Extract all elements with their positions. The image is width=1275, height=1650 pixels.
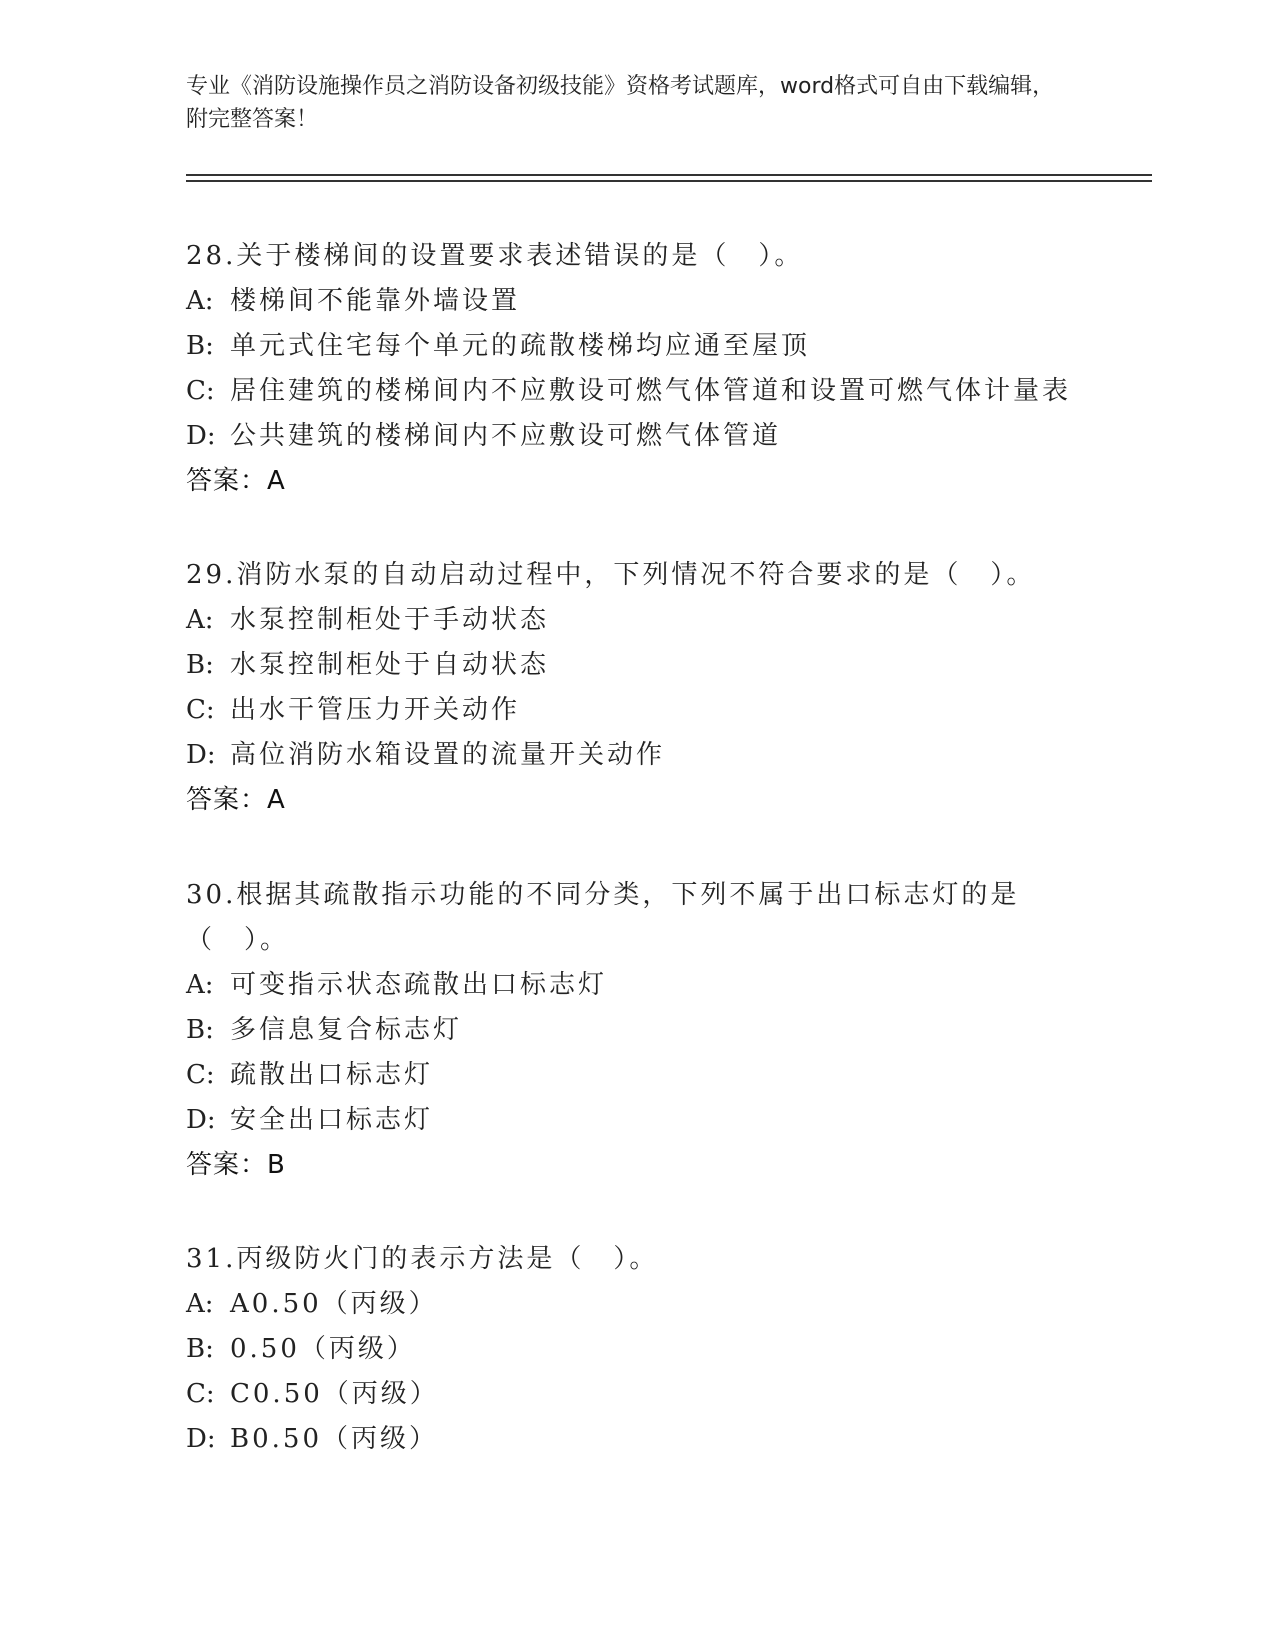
option-text: C0.50（丙级） bbox=[230, 1379, 439, 1409]
document-intro: 专业《消防设施操作员之消防设备初级技能》资格考试题库，word格式可自由下载编辑，附完整答案！ bbox=[186, 74, 1055, 132]
option-key: A: bbox=[186, 970, 214, 1000]
question-29 bbox=[186, 553, 1086, 823]
question-stem: 28.关于楼梯间的设置要求表述错误的是（ ）。 bbox=[186, 241, 804, 271]
answer-line: 答案：A bbox=[186, 466, 286, 496]
option-c bbox=[186, 369, 1086, 414]
option-a bbox=[186, 1282, 1086, 1327]
question-31 bbox=[186, 1237, 1086, 1462]
option-c bbox=[186, 1372, 1086, 1417]
option-d bbox=[186, 1417, 1086, 1462]
option-b bbox=[186, 643, 1086, 688]
option-c bbox=[186, 1053, 1086, 1098]
option-key: C: bbox=[186, 376, 215, 406]
option-key: D: bbox=[186, 1424, 216, 1454]
option-b bbox=[186, 1008, 1086, 1053]
option-a bbox=[186, 279, 1086, 324]
option-b bbox=[186, 324, 1086, 369]
option-text: 水泵控制柜处于手动状态 bbox=[230, 605, 550, 635]
option-key: C: bbox=[186, 695, 215, 725]
option-key: A: bbox=[186, 1289, 214, 1319]
answer-line: 答案：A bbox=[186, 785, 286, 815]
option-text: A0.50（丙级） bbox=[230, 1289, 438, 1319]
option-text: 单元式住宅每个单元的疏散楼梯均应通至屋顶 bbox=[230, 331, 811, 361]
question-stem: 31.丙级防火门的表示方法是（ ）。 bbox=[186, 1244, 659, 1274]
option-text: 公共建筑的楼梯间内不应敷设可燃气体管道 bbox=[230, 421, 782, 451]
option-text: 0.50（丙级） bbox=[230, 1334, 416, 1364]
header-divider-top bbox=[186, 174, 1152, 176]
option-text: B0.50（丙级） bbox=[230, 1424, 438, 1454]
option-d bbox=[186, 733, 1086, 778]
option-key: D: bbox=[186, 740, 216, 770]
option-text: 水泵控制柜处于自动状态 bbox=[230, 650, 550, 680]
option-key: B: bbox=[186, 1334, 214, 1364]
option-text: 出水干管压力开关动作 bbox=[230, 695, 521, 725]
option-text: 居住建筑的楼梯间内不应敷设可燃气体管道和设置可燃气体计量表 bbox=[230, 376, 1072, 406]
option-key: B: bbox=[186, 331, 214, 361]
question-30 bbox=[186, 873, 1086, 1188]
option-key: D: bbox=[186, 1105, 216, 1135]
option-key: A: bbox=[186, 286, 214, 316]
option-key: B: bbox=[186, 1015, 214, 1045]
option-key: C: bbox=[186, 1379, 215, 1409]
header-divider-bottom bbox=[186, 180, 1152, 182]
option-key: A: bbox=[186, 605, 214, 635]
option-key: C: bbox=[186, 1060, 215, 1090]
option-b bbox=[186, 1327, 1086, 1372]
question-stem: 30.根据其疏散指示功能的不同分类，下列不属于出口标志灯的是（ ）。 bbox=[186, 880, 1020, 955]
option-a bbox=[186, 963, 1086, 1008]
question-28 bbox=[186, 234, 1086, 504]
question-stem: 29.消防水泵的自动启动过程中，下列情况不符合要求的是（ ）。 bbox=[186, 560, 1036, 590]
option-key: B: bbox=[186, 650, 214, 680]
option-text: 多信息复合标志灯 bbox=[230, 1015, 463, 1045]
option-text: 可变指示状态疏散出口标志灯 bbox=[230, 970, 608, 1000]
answer-line: 答案：B bbox=[186, 1150, 286, 1180]
option-text: 安全出口标志灯 bbox=[230, 1105, 434, 1135]
option-c bbox=[186, 688, 1086, 733]
option-key: D: bbox=[186, 421, 216, 451]
option-d bbox=[186, 1098, 1086, 1143]
option-a bbox=[186, 598, 1086, 643]
option-text: 楼梯间不能靠外墙设置 bbox=[230, 286, 521, 316]
option-text: 高位消防水箱设置的流量开关动作 bbox=[230, 740, 666, 770]
option-d bbox=[186, 414, 1086, 459]
option-text: 疏散出口标志灯 bbox=[230, 1060, 434, 1090]
